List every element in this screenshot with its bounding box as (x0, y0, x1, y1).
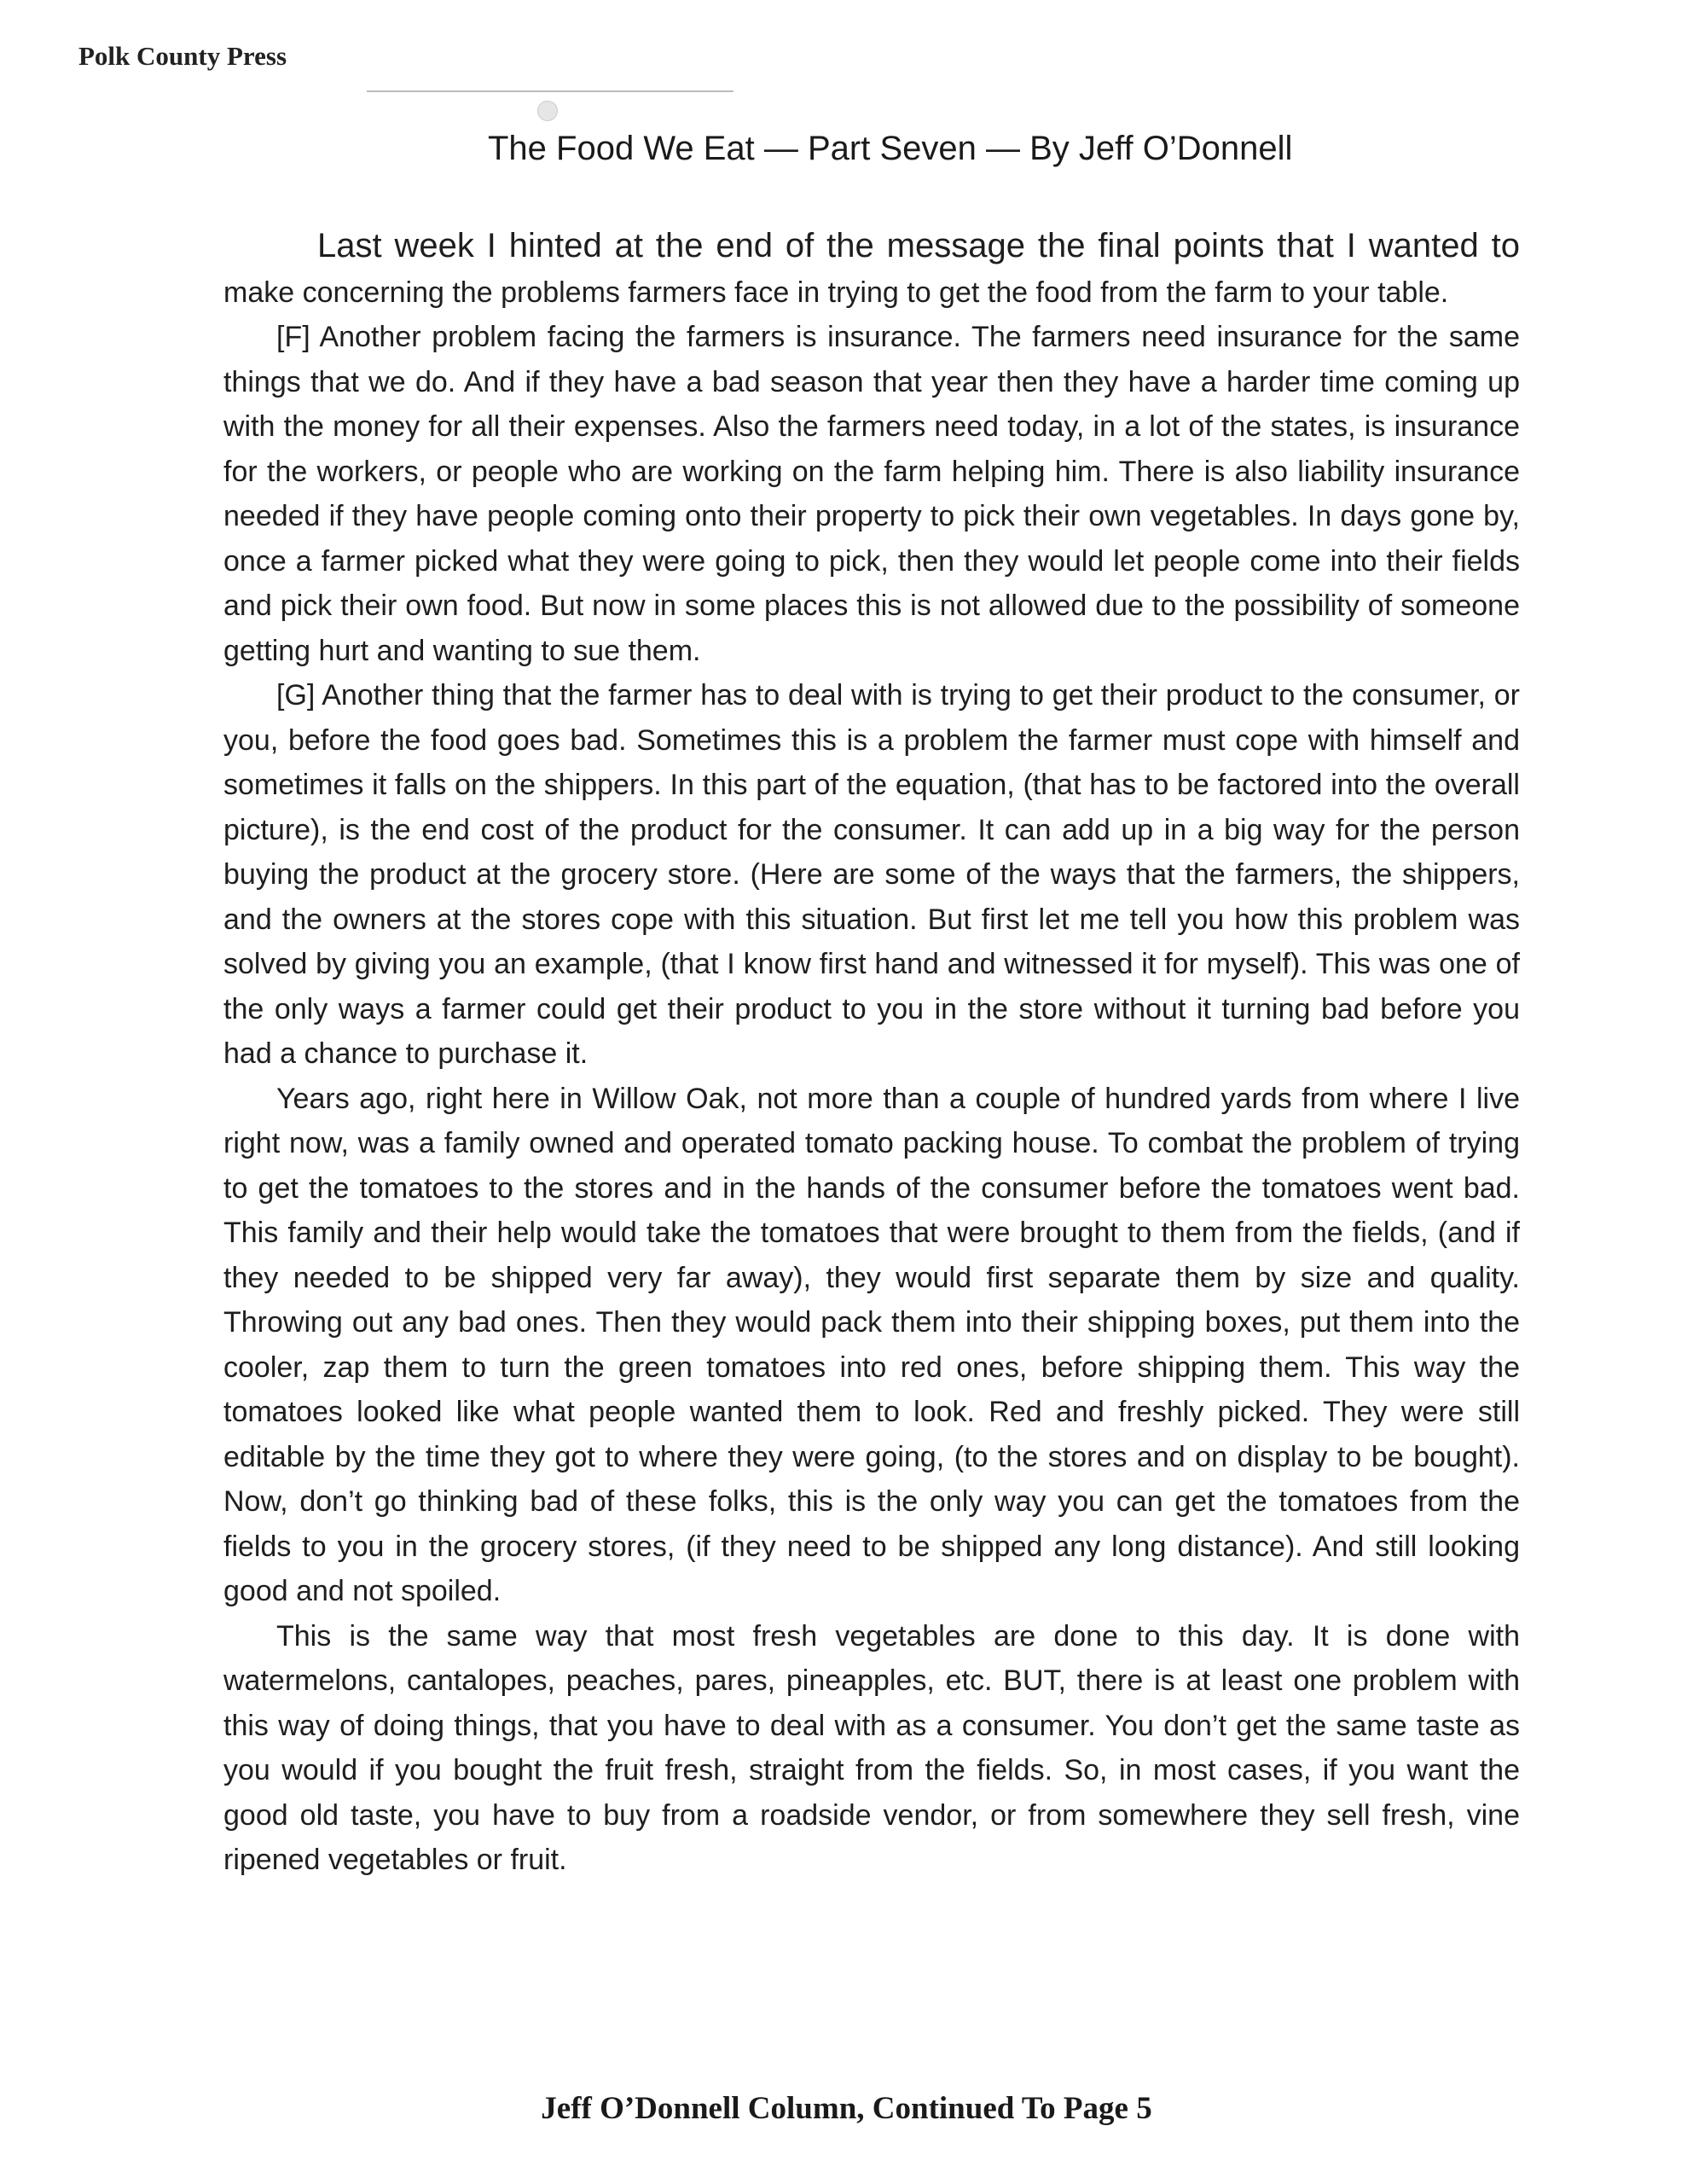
lead-first-line: Last week I hinted at the end of the message the final points that I wanted to (317, 227, 1520, 264)
lead-paragraph (223, 224, 1520, 315)
continuation-note: Jeff O’Donnell Column, Continued To Page 5 (541, 2091, 1152, 2126)
publication-name: Polk County Press (78, 41, 287, 71)
paragraph-willow-oak: Years ago, right here in Willow Oak, not more than a couple of hundred yards from where I live right now, was a family owned and operated tomato packing house. To combat the problem of trying to get the tomatoes to the stores and in the hands of the consumer before the tomatoes went bad. This family and their help would take the tomatoes that were brought to them from the fields, (and if they needed to be shipped very far away), they would first separate them by size and quality. Throwing out any bad ones. Then they would pack them into their shipping boxes, put them into the cooler, zap them to turn the green tomatoes into red ones, before shipping them. This way the tomatoes looked like what people wanted them to look. Red and freshly picked. They were still editable by the time they got to where they were going, (to the stores and on display to be bought). Now, don’t go thinking bad of these folks, this is the only way you can get the tomatoes from the fields to you in the grocery stores, (if they need to be shipped any long distance). And still looking good and not spoiled. (223, 1082, 1520, 1607)
header-rule (367, 90, 733, 92)
scan-mark (537, 101, 558, 121)
lead-rest: make concerning the problems farmers face in trying to get the food from the farm to your table. (223, 276, 1449, 309)
article-title: The Food We Eat — Part Seven — By Jeff O’Donnell (488, 130, 1293, 167)
paragraph-fresh-vegetables: This is the same way that most fresh vegetables are done to this day. It is done with watermelons, cantalopes, peaches, pares, pineapples, etc. BUT, there is at least one problem with this way of doing things, that you have to deal with as a consumer. You don’t get the same taste as you would if you bought the fruit fresh, straight from the fields. So, in most cases, if you want the good old taste, you have to buy from a roadside vendor, or from somewhere they sell fresh, vine ripened vegetables or fruit. (223, 1619, 1520, 1876)
paragraph-insurance: [F] Another problem facing the farmers is insurance. The farmers need insurance for the same things that we do. And if they have a bad season that year then they have a harder time coming up with the money for all their expenses. Also the farmers need today, in a lot of the states, is insurance for the workers, or people who are working on the farm helping him. There is also liability insurance needed if they have people coming onto their property to pick their own vegetables. In days gone by, once a farmer picked what they were going to pick, then they would let people come into their fields and pick their own food. But now in some places this is not allowed due to the possibility of someone getting hurt and wanting to sue them. (223, 321, 1520, 667)
paragraph-shipping: [G] Another thing that the farmer has to deal with is trying to get their product to the consumer, or you, before the food goes bad. Sometimes this is a problem the farmer must cope with himself and sometimes it falls on the shippers. In this part of the equation, (that has to be factored into the overall picture), is the end cost of the product for the consumer. It can add up in a big way for the person buying the product at the grocery store. (Here are some of the ways that the farmers, the shippers, and the owners at the stores cope with this situation. But first let me tell you how this problem was solved by giving you an example, (that I know first hand and witnessed it for myself). This was one of the only ways a farmer could get their product to you in the store without it turning bad before you had a chance to purchase it. (223, 679, 1520, 1070)
article-body (223, 224, 1520, 1883)
